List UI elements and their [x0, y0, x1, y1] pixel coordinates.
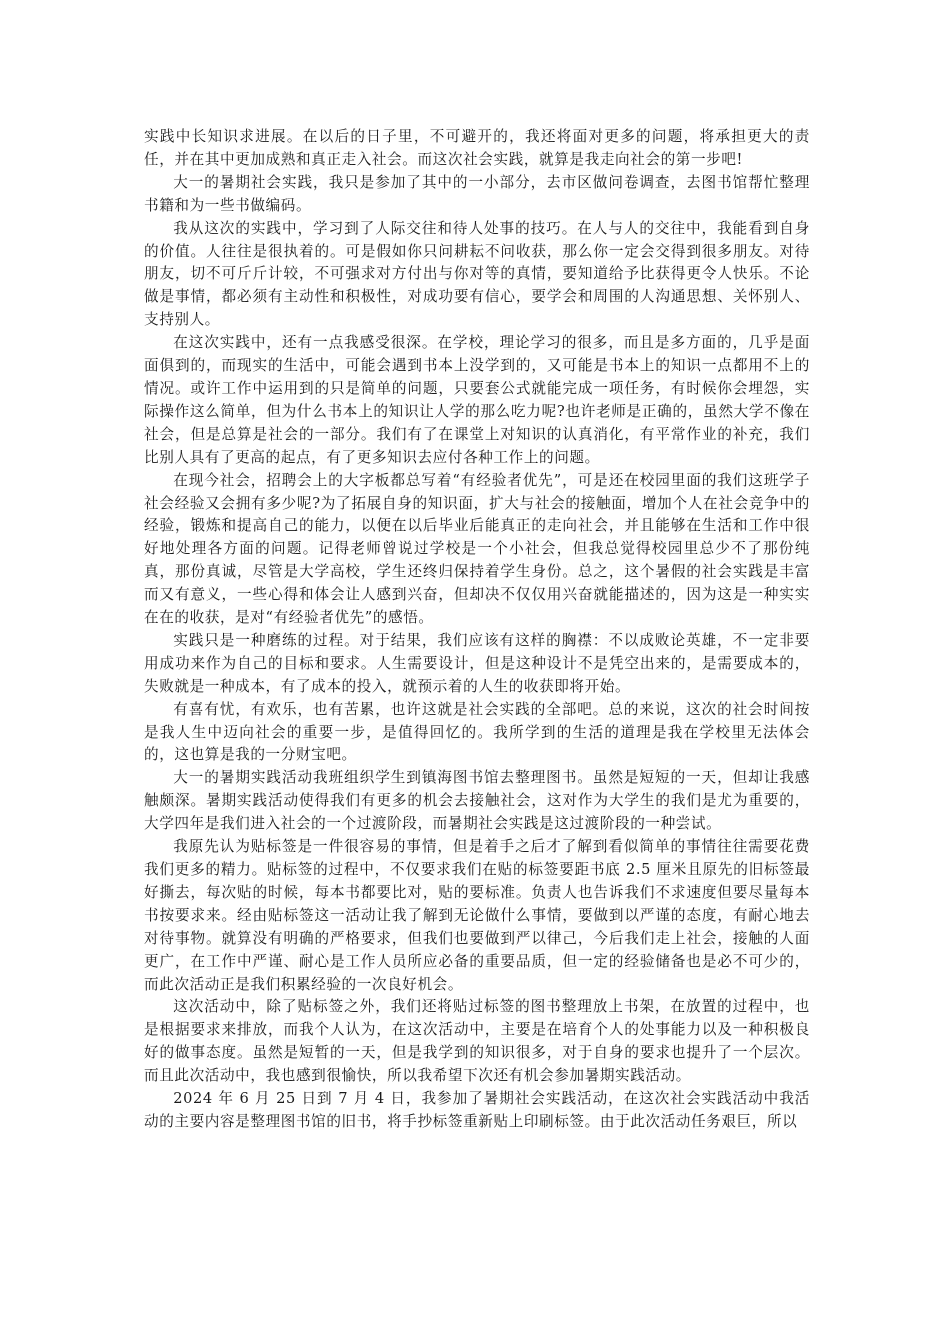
paragraph-5: 在现今社会，招聘会上的大字板都总写着“有经验者优先”，可是还在校园里面的我们这班学子社会经验又会拥有多少呢?为了拓展自身的知识面，扩大与社会的接触面，增加个人在社会竞争中的经验，锻炼和提高自己的能力，以便在以后毕业后能真正的走向社会，并且能够在生活和工作中很好地处理各方面的问题。记得老师曾说过学校是一个小社会，但我总觉得校园里总少不了那份纯真，那份真诚，尽管是大学高校，学生还终归保持着学生身份。总之，这个暑假的社会实践是丰富而又有意义，一些心得和体会让人感到兴奋，但却决不仅仅用兴奋就能描述的，因为这是一种实实在在的收获，是对“有经验者优先”的感悟。: [144, 471, 810, 627]
paragraph-4: 在这次实践中，还有一点我感受很深。在学校，理论学习的很多，而且是多方面的，几乎是面面俱到的，而现实的生活中，可能会遇到书本上没学到的，又可能是书本上的知识一点都用不上的情况。或许工作中运用到的只是简单的问题，只要套公式就能完成一项任务，有时候你会埋怨，实际操作这么简单，但为什么书本上的知识让人学的那么吃力呢?也许老师是正确的，虽然大学不像在社会，但是总算是社会的一部分。我们有了在课堂上对知识的认真消化，有平常作业的补充，我们比别人具有了更高的起点，有了更多知识去应付各种工作上的问题。: [144, 334, 810, 466]
paragraph-11: 2024 年 6 月 25 日到 7 月 4 日，我参加了暑期社会实践活动，在这次社会实践活动中我活动的主要内容是整理图书馆的旧书，将手抄标签重新贴上印刷标签。由于此次活动任务艰巨，所以: [144, 1090, 810, 1130]
paragraph-10: 这次活动中，除了贴标签之外，我们还将贴过标签的图书整理放上书架，在放置的过程中，也是根据要求来排放，而我个人认为，在这次活动中，主要是在培育个人的处事能力以及一种积极良好的做事态度。虽然是短暂的一天，但是我学到的知识很多，对于自身的要求也提升了一个层次。而且此次活动中，我也感到很愉快，所以我希望下次还有机会参加暑期实践活动。: [144, 998, 810, 1085]
document-body: [144, 126, 810, 1134]
paragraph-9: 我原先认为贴标签是一件很容易的事情，但是着手之后才了解到看似简单的事情往往需要花费我们更多的精力。贴标签的过程中，不仅要求我们在贴的标签要距书底 2.5 厘米且原先的旧标签最好撕去，每次贴的时候，每本书都要比对，贴的要标准。负责人也告诉我们不求速度但要尽量每本书按要求来。经由贴标签这一活动让我了解到无论做什么事情，要做到以严谨的态度，有耐心地去对待事物。就算没有明确的严格要求，但我们也要做到严以律己，今后我们走上社会，接触的人面更广，在工作中严谨、耐心是工作人员所应必备的重要品质，但一定的经验储备也是必不可少的，而此次活动正是我们积累经验的一次良好机会。: [144, 838, 810, 993]
paragraph-8: 大一的暑期实践活动我班组织学生到镇海图书馆去整理图书。虽然是短短的一天，但却让我感触颇深。暑期实践活动使得我们有更多的机会去接触社会，这对作为大学生的我们是尤为重要的，大学四年是我们进入社会的一个过渡阶段，而暑期社会实践是这过渡阶段的一种尝试。: [144, 769, 810, 833]
paragraph-2: 大一的暑期社会实践，我只是参加了其中的一小部分，去市区做问卷调查，去图书馆帮忙整理书籍和为一些书做编码。: [144, 173, 810, 214]
paragraph-1: 实践中长知识求进展。在以后的日子里，不可避开的，我还将面对更多的问题，将承担更大的责任，并在其中更加成熟和真正走入社会。而这次社会实践，就算是我走向社会的第一步吧!: [144, 128, 810, 168]
paragraph-6: 实践只是一种磨练的过程。对于结果，我们应该有这样的胸襟：不以成败论英雄，不一定非要用成功来作为自己的目标和要求。人生需要设计，但是这种设计不是凭空出来的，是需要成本的，失败就是一种成本，有了成本的投入，就预示着的人生的收获即将开始。: [144, 631, 810, 695]
paragraph-3: 我从这次的实践中，学习到了人际交往和待人处事的技巧。在人与人的交往中，我能看到自身的价值。人往往是很执着的。可是假如你只问耕耘不问收获，那么你一定会交得到很多朋友。对待朋友，切不可斤斤计较，不可强求对方付出与你对等的真情，要知道给予比获得更令人快乐。不论做是事情，都必须有主动性和积极性，对成功要有信心，要学会和周围的人沟通思想、关怀别人、支持别人。: [144, 219, 810, 329]
paragraph-7: 有喜有忧，有欢乐，也有苦累，也许这就是社会实践的全部吧。总的来说，这次的社会时间按是我人生中迈向社会的重要一步，是值得回忆的。我所学到的生活的道理是我在学校里无法体会的，这也算是我的一分财宝吧。: [144, 700, 810, 764]
